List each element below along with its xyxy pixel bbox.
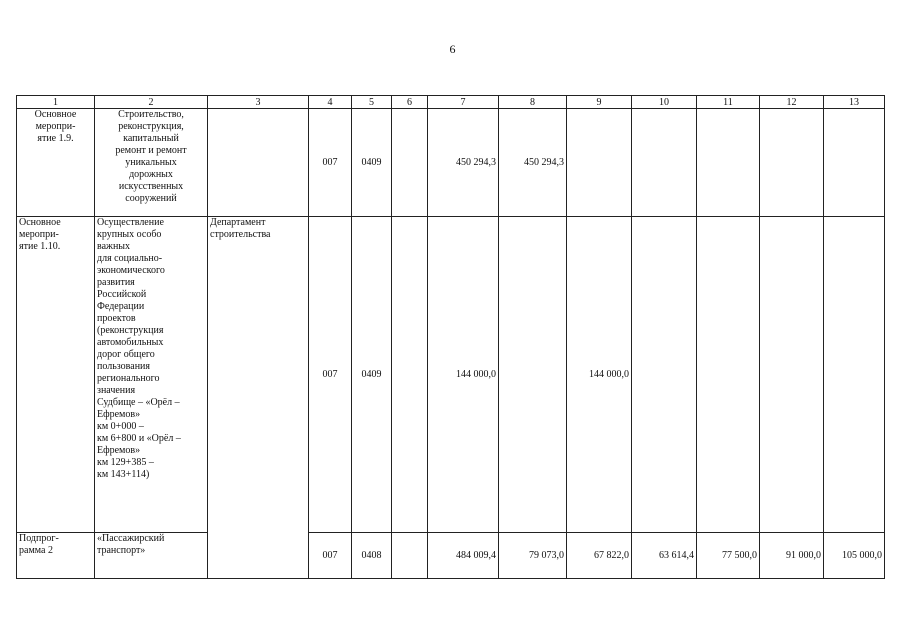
measure-name-cell: Осуществление крупных особо важных для социально- экономического развития Российской Федерации проектов (реконструкция автомобильных дорог общего пользования регионального значения Судбище – «Орёл – Ефремов» км 0+000 – км 6+800 и «Орёл – Ефремов» км 129+385 – км 143+114) [95,217,208,533]
grbs-code-cell: 007 [309,217,352,533]
column-header: 7 [428,96,499,109]
col6-cell [392,109,428,217]
column-header: 1 [17,96,95,109]
column-header: 4 [309,96,352,109]
year-value-cell [499,217,567,533]
page-number: 6 [449,42,456,56]
column-header: 12 [760,96,824,109]
total-cell: 450 294,3 [428,109,499,217]
col6-cell [392,217,428,533]
column-header: 9 [567,96,632,109]
year-value-cell [567,109,632,217]
column-header: 5 [352,96,392,109]
year-value-cell: 67 822,0 [567,533,632,579]
year-value-cell: 105 000,0 [824,533,885,579]
year-value-cell [760,217,824,533]
year-value-cell: 63 614,4 [632,533,697,579]
measure-code-cell: Основное меропри- ятие 1.9. [17,109,95,217]
year-value-cell: 79 073,0 [499,533,567,579]
total-cell: 484 009,4 [428,533,499,579]
measure-name-cell: «Пассажирский транспорт» [95,533,208,579]
year-value-cell [824,109,885,217]
column-header: 11 [697,96,760,109]
measure-code-cell: Основное меропри- ятие 1.10. [17,217,95,533]
column-header: 3 [208,96,309,109]
grbs-code-cell: 007 [309,533,352,579]
grbs-code-cell: 007 [309,109,352,217]
column-header: 13 [824,96,885,109]
col6-cell [392,533,428,579]
year-value-cell [632,217,697,533]
table-row [17,533,885,579]
section-code-cell: 0409 [352,217,392,533]
executor-cell: Департамент строительства [208,217,309,579]
column-header: 8 [499,96,567,109]
column-header: 2 [95,96,208,109]
year-value-cell [697,217,760,533]
year-value-cell [697,109,760,217]
total-cell: 144 000,0 [428,217,499,533]
measure-name-cell: Строительство, реконструкция, капитальный ремонт и ремонт уникальных дорожных искусственных сооружений [95,109,208,217]
year-value-cell: 450 294,3 [499,109,567,217]
column-header: 6 [392,96,428,109]
year-value-cell [760,109,824,217]
year-value-cell: 91 000,0 [760,533,824,579]
section-code-cell: 0409 [352,109,392,217]
year-value-cell [824,217,885,533]
measure-code-cell: Подпрог- рамма 2 [17,533,95,579]
year-value-cell [632,109,697,217]
executor-cell [208,109,309,217]
table-row [17,109,885,217]
table-row [17,217,885,533]
column-header: 10 [632,96,697,109]
section-code-cell: 0408 [352,533,392,579]
year-value-cell: 77 500,0 [697,533,760,579]
budget-table [16,95,885,579]
header-row [17,96,885,109]
year-value-cell: 144 000,0 [567,217,632,533]
